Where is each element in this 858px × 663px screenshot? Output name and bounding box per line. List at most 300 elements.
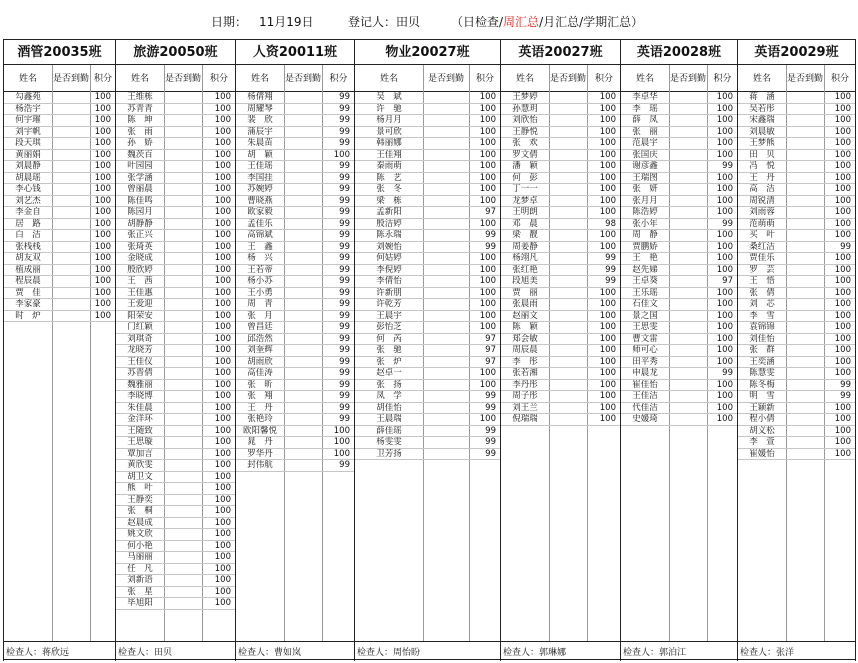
student-name: 陈 坤	[127, 115, 153, 125]
footer-divider	[115, 642, 116, 659]
student-score: 100	[333, 425, 350, 436]
student-score: 100	[599, 207, 616, 217]
student-name: 王晨宇	[376, 310, 402, 321]
student-list	[116, 92, 235, 610]
student-name: 段天琪	[15, 138, 41, 148]
student-row	[355, 150, 500, 162]
student-score: 99	[485, 448, 496, 459]
student-row	[116, 161, 235, 173]
student-row	[4, 173, 115, 185]
student-name: 王颖新	[749, 402, 775, 413]
student-row	[116, 150, 235, 162]
student-name: 李心钱	[15, 184, 41, 194]
student-row	[738, 92, 855, 104]
student-score: 100	[214, 552, 231, 562]
column-header-row	[236, 65, 354, 92]
student-name: 桑红洁	[749, 241, 775, 252]
student-row	[738, 196, 855, 208]
student-row	[355, 357, 500, 369]
student-row	[236, 219, 354, 231]
student-name: 李丹彤	[512, 379, 538, 390]
class-title: 英语20027班	[501, 40, 620, 65]
student-name: 陈浩婷	[632, 207, 658, 217]
student-row	[621, 173, 737, 185]
student-name: 刘欣怡	[512, 115, 538, 125]
student-name: 冯 悦	[749, 161, 775, 171]
student-score: 99	[339, 92, 350, 102]
student-name: 晁 丹	[247, 437, 273, 447]
student-score: 99	[339, 264, 350, 275]
student-name: 陈冬梅	[749, 379, 775, 390]
name-header: 姓名	[379, 73, 398, 84]
student-name: 王思璇	[127, 437, 153, 447]
student-score: 99	[339, 356, 350, 367]
student-score: 100	[599, 310, 616, 321]
student-row	[355, 196, 500, 208]
student-name: 刘晨静	[15, 161, 41, 171]
student-name: 植成丽	[15, 264, 41, 275]
student-name: 门红颖	[127, 322, 153, 332]
student-score: 100	[599, 149, 616, 160]
student-row	[501, 196, 620, 208]
class-column	[4, 40, 116, 661]
student-row	[621, 380, 737, 392]
student-row	[621, 184, 737, 196]
student-row	[501, 403, 620, 415]
student-row	[4, 230, 115, 242]
student-name: 王明朗	[512, 207, 538, 217]
student-score: 100	[834, 310, 851, 321]
student-row	[4, 92, 115, 104]
student-row	[236, 403, 354, 415]
student-score: 100	[214, 483, 231, 493]
student-list	[501, 92, 620, 426]
student-list	[355, 92, 500, 460]
student-row	[501, 92, 620, 104]
student-name: 居 路	[15, 218, 41, 229]
student-name: 邓 晨	[512, 218, 538, 229]
student-name: 阳荣安	[127, 310, 153, 321]
student-name: 任 凡	[127, 563, 153, 574]
student-score: 100	[94, 172, 111, 183]
student-name: 王若蒂	[247, 264, 273, 275]
student-score: 100	[479, 310, 496, 321]
student-row	[4, 207, 115, 219]
student-name: 潘 颖	[512, 161, 538, 171]
student-name: 魏茨百	[127, 149, 153, 160]
student-score: 100	[716, 92, 733, 102]
student-row	[501, 184, 620, 196]
student-row	[738, 173, 855, 185]
student-row	[501, 127, 620, 139]
student-name: 师可心	[632, 345, 658, 355]
student-name: 薛佳瑶	[376, 425, 402, 436]
student-name: 刘新语	[127, 575, 153, 585]
student-name: 胡义松	[749, 425, 775, 436]
student-row	[236, 115, 354, 127]
student-row	[501, 219, 620, 231]
student-score: 100	[834, 161, 851, 171]
student-name: 孙慧玥	[512, 103, 538, 114]
student-score: 100	[214, 241, 231, 252]
student-name: 周锐清	[749, 195, 775, 206]
student-name: 许乾芳	[376, 299, 402, 309]
student-name: 毕旭阳	[127, 598, 153, 608]
student-name: 宋鑫瑞	[749, 115, 775, 125]
student-name: 王维栋	[127, 92, 153, 102]
class-title: 旅游20050班	[116, 40, 235, 65]
student-score: 100	[834, 172, 851, 183]
student-row	[355, 426, 500, 438]
student-row	[621, 207, 737, 219]
student-score: 100	[214, 575, 231, 585]
student-name: 王奕涵	[749, 356, 775, 367]
student-score: 99	[339, 230, 350, 240]
student-name: 孙 娇	[127, 138, 153, 148]
student-score: 100	[716, 356, 733, 367]
student-row	[738, 403, 855, 415]
student-row	[4, 276, 115, 288]
student-score: 100	[599, 322, 616, 332]
student-name: 王 丹	[749, 172, 775, 183]
student-score: 100	[599, 126, 616, 137]
student-score: 100	[94, 92, 111, 102]
student-row	[621, 403, 737, 415]
student-score: 100	[716, 207, 733, 217]
student-row	[116, 380, 235, 392]
student-row	[236, 322, 354, 334]
student-name: 覃加言	[127, 448, 153, 459]
student-name: 王 艳	[632, 253, 658, 263]
student-row	[236, 311, 354, 323]
student-row	[738, 230, 855, 242]
student-score: 100	[716, 402, 733, 413]
score-header: 积分	[475, 73, 494, 84]
student-row	[236, 414, 354, 426]
student-score: 100	[599, 138, 616, 148]
student-row	[621, 345, 737, 357]
student-name: 许 驰	[376, 103, 402, 114]
student-row	[738, 391, 855, 403]
student-name: 彭怡芝	[376, 322, 402, 332]
student-row	[116, 299, 235, 311]
student-name: 何宇璀	[15, 115, 41, 125]
student-score: 100	[214, 322, 231, 332]
student-name: 景可欣	[376, 126, 402, 137]
student-row	[236, 288, 354, 300]
student-row	[738, 253, 855, 265]
student-row	[738, 104, 855, 116]
student-row	[4, 184, 115, 196]
student-score: 99	[339, 138, 350, 148]
student-name: 丁一一	[512, 184, 538, 194]
student-row	[4, 311, 115, 323]
student-name: 裴 欣	[247, 115, 273, 125]
student-score: 100	[214, 517, 231, 528]
student-score: 100	[214, 414, 231, 424]
student-score: 100	[214, 184, 231, 194]
student-row	[738, 138, 855, 150]
summary-type	[451, 13, 643, 30]
score-header: 积分	[209, 73, 228, 84]
student-row	[621, 288, 737, 300]
student-row	[236, 426, 354, 438]
student-row	[236, 276, 354, 288]
student-name: 胡卫文	[127, 471, 153, 482]
student-score: 100	[214, 425, 231, 436]
student-name: 杨浩宇	[15, 103, 41, 114]
student-name: 张 翔	[247, 391, 273, 401]
student-score: 100	[834, 299, 851, 309]
student-name: 倪瑞瑞	[512, 414, 538, 424]
student-row	[738, 334, 855, 346]
student-score: 100	[599, 402, 616, 413]
student-row	[621, 414, 737, 426]
student-row	[738, 426, 855, 438]
student-row	[501, 368, 620, 380]
student-score: 100	[716, 253, 733, 263]
student-name: 刘婉怡	[376, 241, 402, 252]
student-score: 100	[479, 195, 496, 206]
student-score: 100	[94, 138, 111, 148]
student-score: 100	[214, 448, 231, 459]
student-row	[116, 92, 235, 104]
student-name: 李 萱	[749, 437, 775, 447]
student-name: 胡晨瑶	[15, 172, 41, 183]
student-row	[738, 115, 855, 127]
student-name: 王静悦	[512, 126, 538, 137]
student-score: 100	[214, 368, 231, 378]
student-name: 张 倩	[749, 287, 775, 298]
student-name: 张艳玲	[247, 414, 273, 424]
student-name: 蒲辰宇	[247, 126, 273, 137]
student-name: 曹晓燕	[247, 195, 273, 206]
student-name: 王静奕	[127, 494, 153, 505]
score-header: 积分	[93, 73, 112, 84]
student-score: 100	[333, 149, 350, 160]
attendance-header: 是否到勤	[284, 73, 321, 84]
student-name: 朱晨苗	[247, 138, 273, 148]
student-row	[116, 541, 235, 553]
student-row	[116, 552, 235, 564]
student-row	[621, 196, 737, 208]
student-score: 100	[599, 241, 616, 252]
student-score: 100	[214, 563, 231, 574]
student-name: 李倩怡	[376, 276, 402, 286]
student-row	[116, 230, 235, 242]
student-name: 周 静	[632, 230, 658, 240]
student-row	[621, 368, 737, 380]
student-score: 100	[599, 287, 616, 298]
student-name: 刘宇帆	[15, 126, 41, 137]
student-row	[355, 449, 500, 461]
student-name: 刘晨敏	[749, 126, 775, 137]
student-row	[621, 150, 737, 162]
student-list	[621, 92, 737, 426]
column-header-row	[355, 65, 500, 92]
student-name: 周 青	[247, 299, 273, 309]
student-score: 100	[599, 103, 616, 114]
student-name: 何 彭	[512, 172, 538, 183]
student-score: 100	[479, 115, 496, 125]
student-name: 王思雯	[632, 322, 658, 332]
student-row	[116, 391, 235, 403]
student-row	[738, 288, 855, 300]
student-score: 100	[94, 310, 111, 321]
student-name: 程小倩	[749, 414, 775, 424]
student-name: 王 悟	[749, 276, 775, 286]
student-row	[501, 253, 620, 265]
student-name: 刘 芯	[749, 299, 775, 309]
student-score: 100	[94, 299, 111, 309]
student-name: 张 驰	[376, 345, 402, 355]
student-list	[4, 92, 115, 322]
student-name: 张正兴	[127, 230, 153, 240]
student-score: 100	[479, 287, 496, 298]
student-score: 100	[479, 322, 496, 332]
student-row	[116, 265, 235, 277]
student-row	[621, 299, 737, 311]
student-row	[355, 380, 500, 392]
student-name: 赵先娣	[632, 264, 658, 275]
student-name: 苏晋倩	[127, 368, 153, 378]
student-name: 龙梦卓	[512, 195, 538, 206]
student-score: 100	[716, 195, 733, 206]
student-score: 99	[339, 253, 350, 263]
student-name: 欧阳馨悦	[242, 425, 277, 436]
student-score: 100	[94, 264, 111, 275]
student-score: 100	[214, 471, 231, 482]
student-score: 99	[339, 241, 350, 252]
student-row	[501, 414, 620, 426]
student-score: 100	[214, 149, 231, 160]
student-score: 100	[214, 529, 231, 539]
student-name: 王佳翔	[376, 149, 402, 160]
date-value: 11月19日	[259, 15, 314, 29]
student-name: 张 丽	[632, 126, 658, 137]
attendance-header: 是否到勤	[164, 73, 201, 84]
student-score: 100	[214, 103, 231, 114]
student-score: 100	[214, 138, 231, 148]
student-score: 100	[834, 264, 851, 275]
student-row	[501, 104, 620, 116]
student-score: 100	[479, 161, 496, 171]
student-row	[738, 357, 855, 369]
student-score: 99	[339, 310, 350, 321]
student-name: 封伟航	[247, 460, 273, 470]
student-row	[621, 276, 737, 288]
column-header-row	[621, 65, 737, 92]
student-row	[116, 529, 235, 541]
student-row	[355, 104, 500, 116]
student-name: 苏婉婷	[247, 184, 273, 194]
student-name: 秦雨萌	[376, 161, 402, 171]
student-row	[501, 138, 620, 150]
student-score: 100	[834, 437, 851, 447]
student-row	[738, 322, 855, 334]
student-row	[355, 253, 500, 265]
student-name: 陈 颖	[512, 322, 538, 332]
student-score: 100	[214, 310, 231, 321]
student-name: 刘王兰	[512, 402, 538, 413]
student-row	[116, 311, 235, 323]
student-name: 姚文欣	[127, 529, 153, 539]
student-row	[116, 472, 235, 484]
student-name: 张 炉	[376, 356, 402, 367]
student-score: 100	[834, 368, 851, 378]
inspector-label: 检查人：蒋欣远	[6, 648, 70, 658]
student-row	[621, 127, 737, 139]
inspector-footer	[3, 641, 855, 660]
student-score: 100	[599, 333, 616, 344]
student-row	[236, 368, 354, 380]
attendance-header: 是否到勤	[427, 73, 464, 84]
student-score: 99	[339, 115, 350, 125]
student-score: 99	[722, 218, 733, 229]
name-header: 姓名	[130, 73, 149, 84]
student-row	[236, 253, 354, 265]
student-name: 陈永瑞	[376, 230, 402, 240]
student-name: 罗华丹	[247, 448, 273, 459]
name-header: 姓名	[635, 73, 654, 84]
student-row	[501, 380, 620, 392]
student-name: 胡友双	[15, 253, 41, 263]
student-name: 张红艳	[512, 264, 538, 275]
student-row	[501, 345, 620, 357]
class-column	[236, 40, 355, 661]
student-score: 100	[834, 126, 851, 137]
student-row	[116, 449, 235, 461]
score-header: 积分	[830, 73, 849, 84]
inspector-label: 检查人：郭琳娜	[503, 648, 567, 658]
student-row	[116, 598, 235, 610]
student-row	[236, 92, 354, 104]
student-row	[116, 414, 235, 426]
student-score: 99	[722, 161, 733, 171]
student-score: 100	[716, 414, 733, 424]
student-row	[501, 265, 620, 277]
student-name: 王卓葵	[632, 276, 658, 286]
student-row	[236, 104, 354, 116]
student-score: 99	[339, 287, 350, 298]
student-name: 赵卓一	[376, 368, 402, 378]
student-row	[355, 276, 500, 288]
student-score: 100	[599, 161, 616, 171]
student-row	[738, 437, 855, 449]
student-score: 100	[214, 402, 231, 413]
student-score: 100	[716, 126, 733, 137]
student-row	[501, 334, 620, 346]
student-score: 100	[479, 414, 496, 424]
student-row	[501, 276, 620, 288]
student-score: 99	[339, 368, 350, 378]
student-row	[4, 127, 115, 139]
student-score: 100	[214, 540, 231, 551]
column-header-row	[116, 65, 235, 92]
student-score: 99	[339, 460, 350, 470]
student-row	[4, 161, 115, 173]
student-score: 100	[479, 184, 496, 194]
student-row	[236, 161, 354, 173]
student-name: 时 炉	[15, 310, 41, 321]
student-row	[738, 207, 855, 219]
student-name: 申晨龙	[632, 368, 658, 378]
student-row	[116, 357, 235, 369]
student-row	[501, 161, 620, 173]
student-name: 卫芳扬	[376, 448, 402, 459]
student-score: 100	[716, 103, 733, 114]
student-name: 王随致	[127, 425, 153, 436]
